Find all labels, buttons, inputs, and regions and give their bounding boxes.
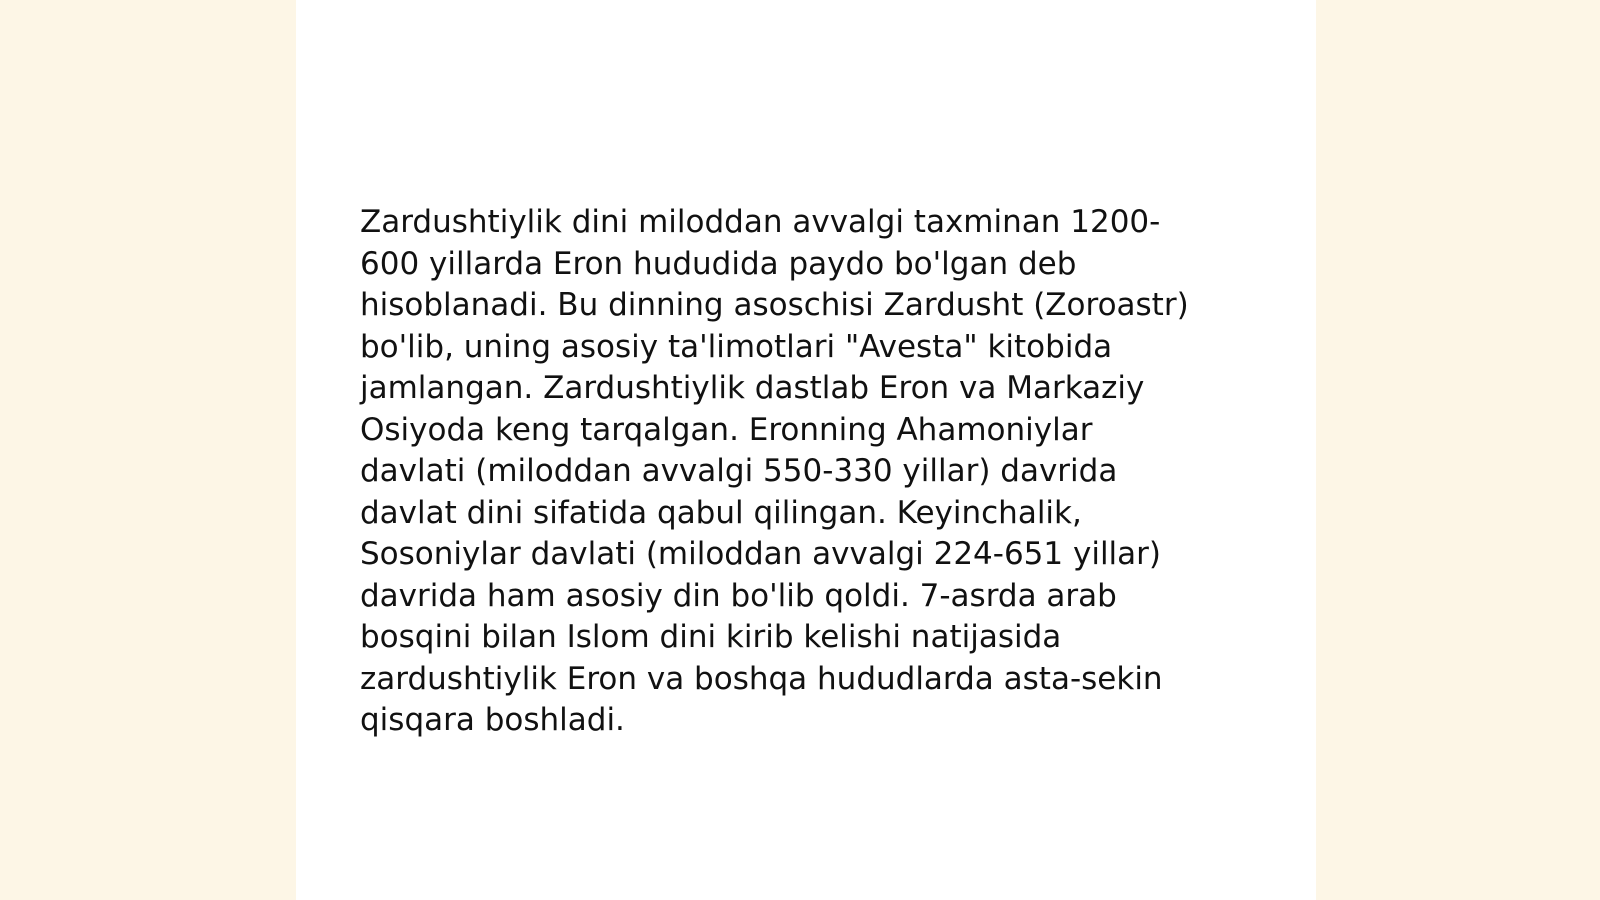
paragraph-line: hisoblanadi. Bu dinning asoschisi Zardusht (Zoroastr)	[360, 287, 1189, 323]
paragraph-line: davrida ham asosiy din bo'lib qoldi. 7-asrda arab	[360, 577, 1117, 614]
paragraph-line: bo'lib, uning asosiy ta'limotlari "Avesta" kitobida	[360, 328, 1113, 365]
paragraph-line: qisqara boshladi.	[360, 702, 625, 738]
paragraph-line: davlati (miloddan avvalgi 550-330 yillar) davrida	[360, 453, 1118, 489]
paragraph-line: Zardushtiylik dini miloddan avvalgi taxminan 1200-	[360, 204, 1161, 240]
paragraph-line: bosqini bilan Islom dini kirib kelishi natijasida	[360, 619, 1062, 655]
paragraph-line: davlat dini sifatida qabul qilingan. Keyinchalik,	[360, 494, 1082, 531]
body-paragraph	[360, 202, 1260, 742]
document-page	[296, 0, 1316, 900]
paragraph-line: Sosoniylar davlati (miloddan avvalgi 224-651 yillar)	[360, 536, 1162, 572]
paragraph-line: jamlangan. Zardushtiylik dastlab Eron va Markaziy	[360, 370, 1145, 406]
paragraph-line: 600 yillarda Eron hududida paydo bo'lgan deb	[360, 245, 1077, 282]
paragraph-line: Osiyoda keng tarqalgan. Eronning Ahamoniylar	[360, 411, 1093, 448]
paragraph-line: zardushtiylik Eron va boshqa hududlarda asta-sekin	[360, 660, 1163, 697]
